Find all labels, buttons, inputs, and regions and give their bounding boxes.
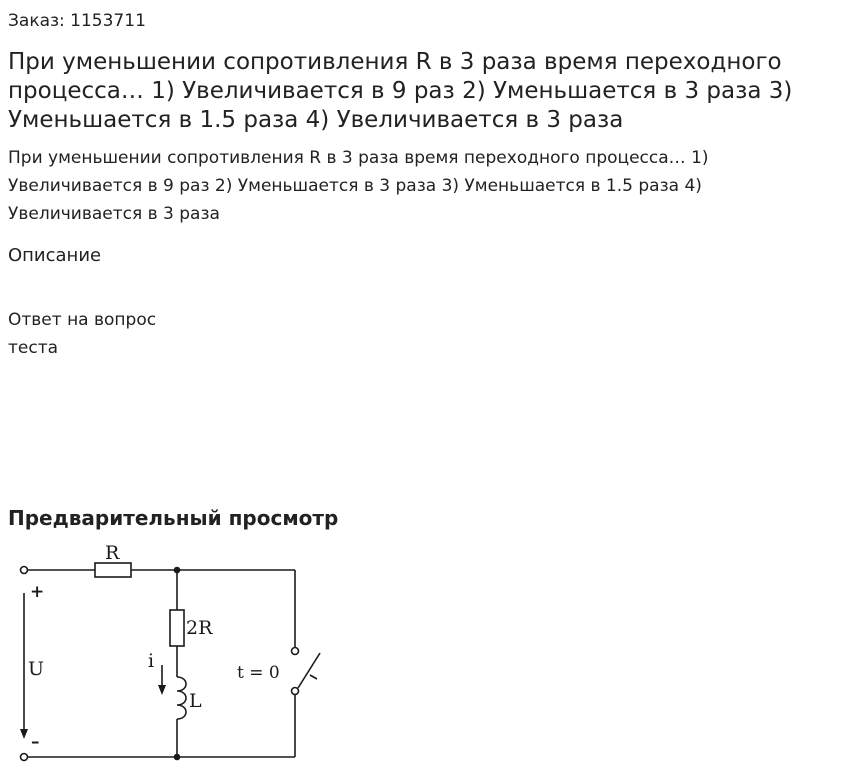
label-i: i <box>148 650 155 672</box>
resistor-2r <box>170 610 184 646</box>
description-heading: Описание <box>8 245 102 266</box>
label-switch: t = 0 <box>237 663 280 683</box>
label-u: U <box>28 658 45 680</box>
switch-terminal-top <box>292 648 299 655</box>
current-arrow-head <box>158 685 166 695</box>
description-text: Ответ на вопрос теста <box>8 310 157 358</box>
terminal-top-left <box>21 567 28 574</box>
label-minus: – <box>31 732 40 752</box>
preview-heading: Предварительный просмотр <box>8 506 339 530</box>
label-r: R <box>105 542 120 564</box>
circuit-diagram <box>0 535 340 775</box>
voltage-arrow-head <box>20 729 28 739</box>
resistor-r <box>95 563 131 577</box>
question-text: При уменьшении сопротивления R в 3 раза время переходного процесса… 1) Увеличивается в 9 раз 2) Уменьшается в 3 раза 3) Уменьшается в 1.5 раза 4) Увеличивается в 3 раза <box>8 148 709 224</box>
order-number: Заказ: 1153711 <box>8 11 146 31</box>
inductor-l <box>177 677 186 719</box>
switch-terminal-bottom <box>292 688 299 695</box>
label-plus: + <box>30 582 45 602</box>
label-2r: 2R <box>186 617 213 639</box>
terminal-bottom-left <box>21 754 28 761</box>
switch-blade-tick <box>310 675 317 679</box>
label-l: L <box>189 690 202 712</box>
switch-blade <box>298 653 320 688</box>
question-title: При уменьшении сопротивления R в 3 раза время переходного процесса… 1) Увеличивается в 9 раз 2) Уменьшается в 3 раза 3) Уменьшается в 1.5 раза 4) Увеличивается в 3 раза <box>8 49 793 133</box>
